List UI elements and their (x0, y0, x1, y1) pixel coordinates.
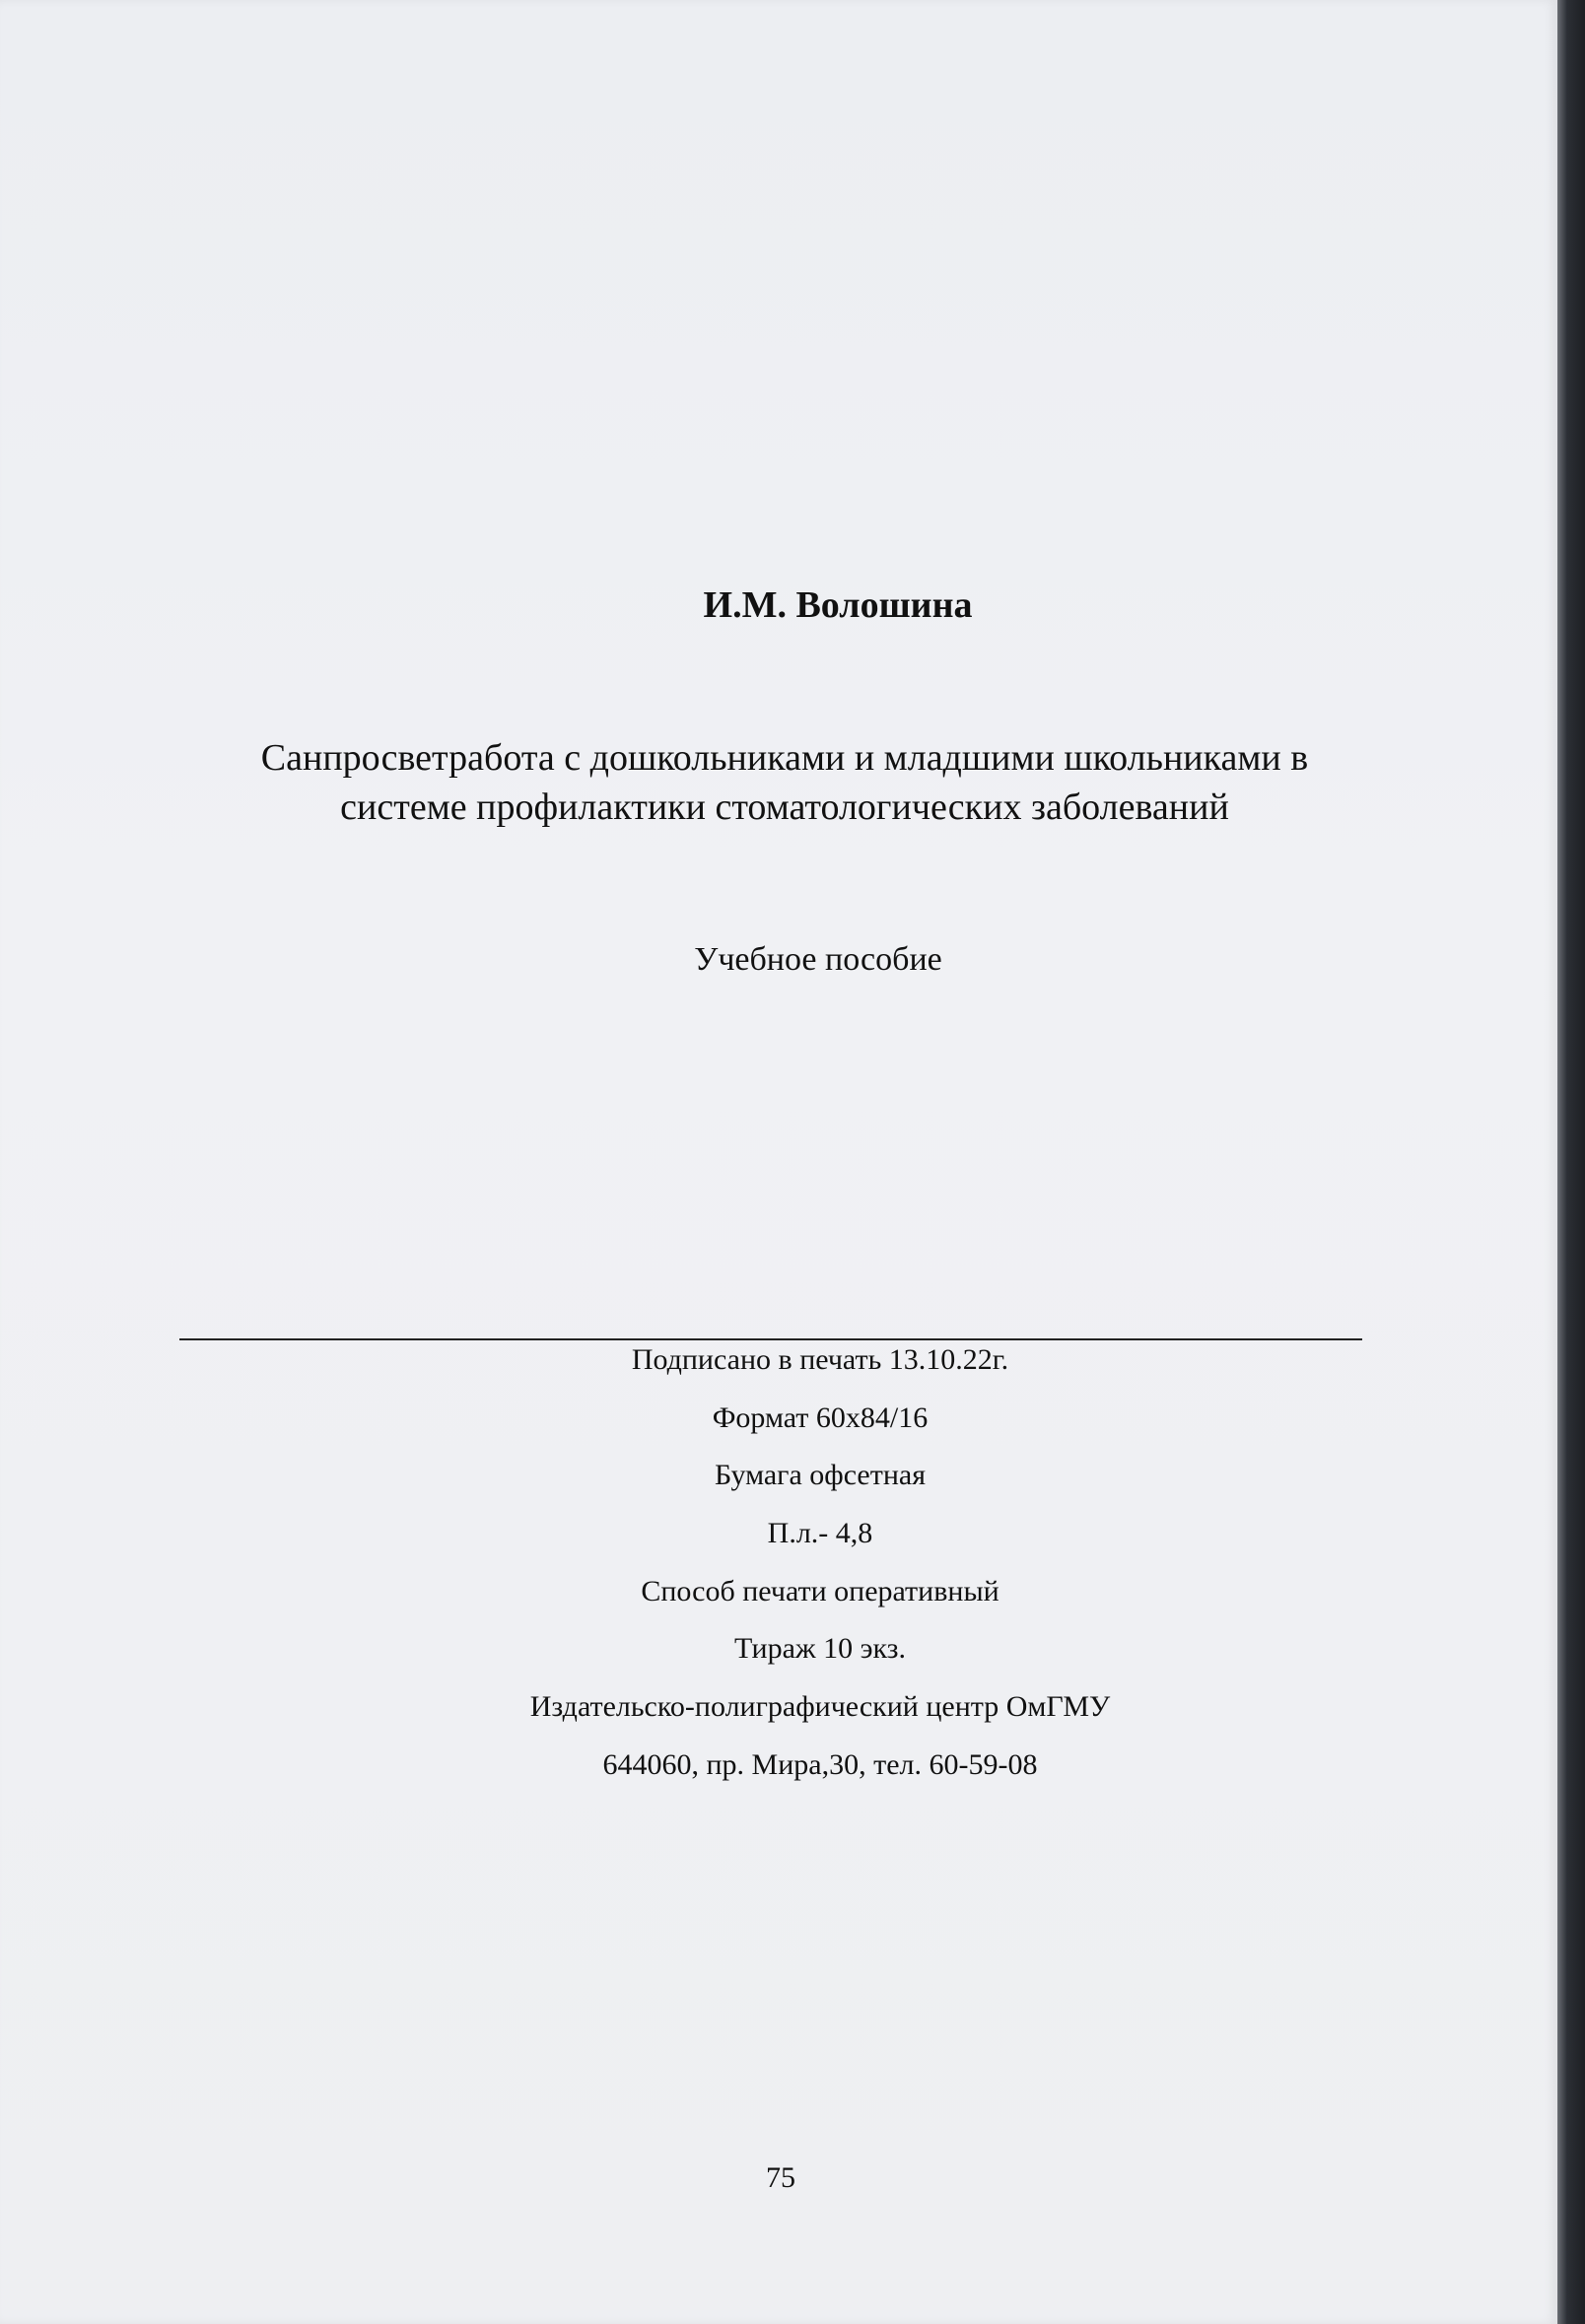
imprint-paper: Бумага офсетная (714, 1459, 926, 1491)
imprint-printed-sheets: П.л.- 4,8 (767, 1517, 873, 1549)
book-subtitle: Учебное пособие (694, 941, 942, 978)
book-title-line-2: системе профилактики стоматологических заболеваний (340, 786, 1229, 828)
imprint-print-method: Способ печати оперативный (641, 1575, 999, 1607)
imprint-circulation: Тираж 10 экз. (733, 1632, 907, 1665)
imprint-signed-date: Подписано в печать 13.10.22г. (631, 1343, 1009, 1376)
scan-edge-shadow (1557, 0, 1585, 2324)
page-number: 75 (766, 2161, 795, 2194)
imprint-publisher: Издательско-полиграфический центр ОмГМУ (529, 1690, 1111, 1723)
imprint-format: Формат 60х84/16 (712, 1401, 929, 1434)
author-name: И.М. Волошина (703, 584, 973, 626)
horizontal-divider (179, 1338, 1362, 1340)
book-title-line-1: Санпросветработа с дошкольниками и младшими школьниками в (260, 737, 1309, 779)
imprint-address: 644060, пр. Мира,30, тел. 60-59-08 (602, 1748, 1038, 1781)
